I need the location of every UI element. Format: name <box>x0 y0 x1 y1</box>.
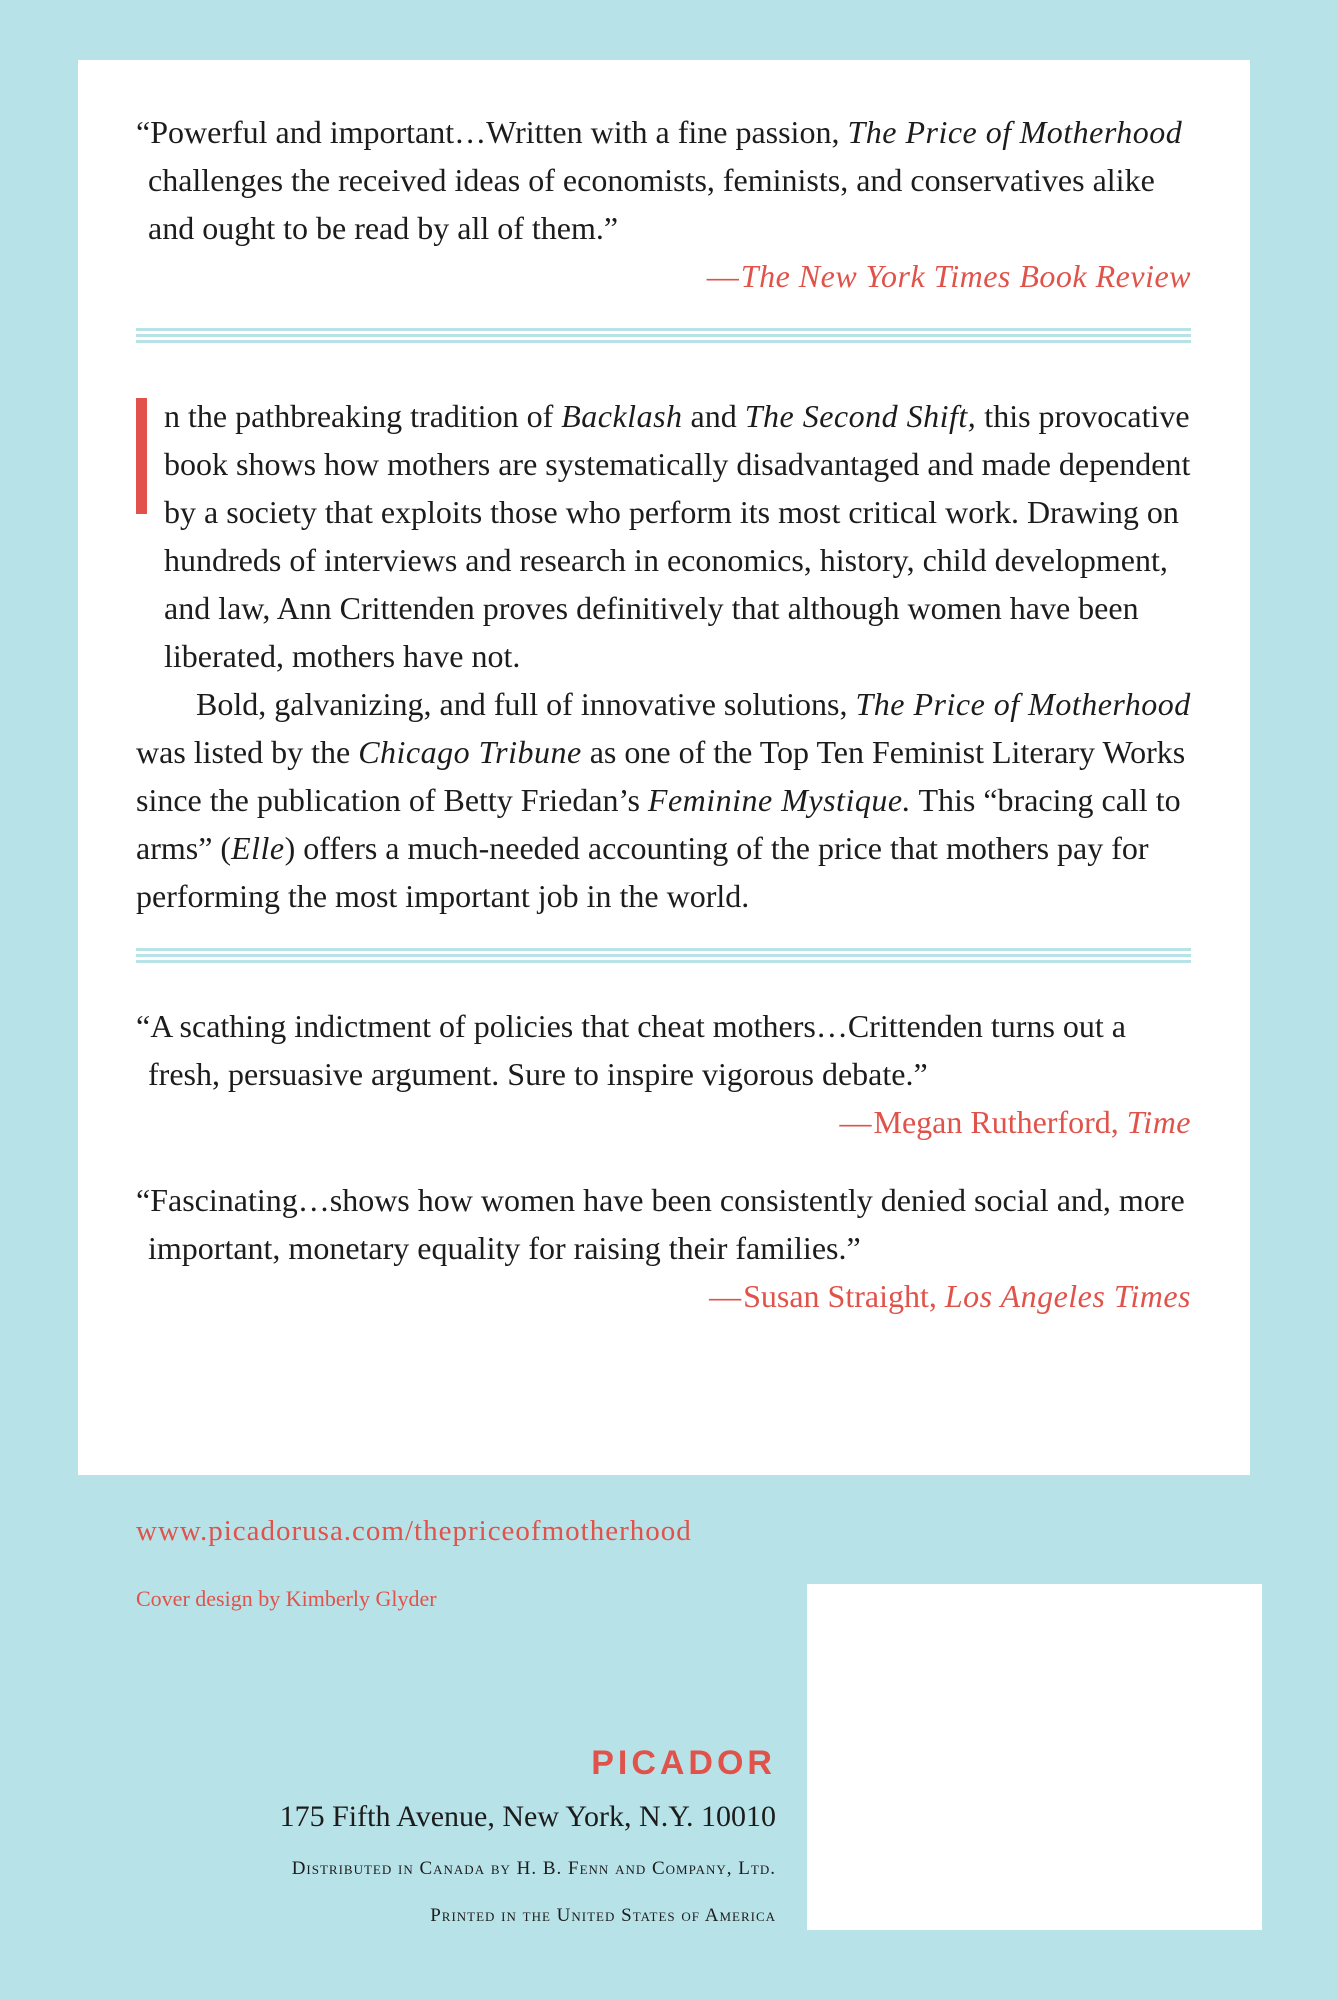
book-title: Motherhood <box>1019 114 1183 150</box>
review-attribution: —Susan Straight, Los Angeles Times <box>709 1278 1191 1314</box>
panel-content <box>136 108 1191 1320</box>
distribution-note: Distributed in Canada by H. B. Fenn and Company, Ltd. <box>291 1858 776 1879</box>
review-quote-text: “Fascinating…shows how women have been consistently denied social and, more important, monetary equality for raising their families.” <box>136 1182 1185 1266</box>
website-url: www.picadorusa.com/thepriceofmotherhood <box>136 1515 692 1547</box>
review-quote-nyt <box>136 108 1191 252</box>
book-description <box>136 392 1191 920</box>
back-cover-panel <box>78 60 1250 1475</box>
book-title: The Price of <box>847 114 1012 150</box>
review-quote-time <box>136 1002 1191 1098</box>
divider-rule <box>136 948 1191 964</box>
drop-cap-bar <box>136 398 147 514</box>
description-paragraph-1: n the pathbreaking tradition of Backlash and The Second Shift, this provocative book shows how mothers are systematically disadvantaged and made dependent by a society that exploits those who perform its most critical work. Drawing on hundreds of interviews and research in economics, history, child development, and law, Ann Crittenden proves definitively that although women have been liberated, mothers have not. <box>164 398 1191 674</box>
divider-rule <box>136 328 1191 344</box>
review-attribution: —The New York Times Book Review <box>706 258 1191 294</box>
review-quote-lat <box>136 1176 1191 1272</box>
publisher-logo: PICADOR <box>591 1744 776 1782</box>
description-paragraph-2: Bold, galvanizing, and full of innovative solutions, The Price of Motherhood was listed by the Chicago Tribune as one of the Top Ten Feminist Literary Works since the publication of Betty Friedan’s Feminine Mystique. This “bracing call to arms” (Elle) offers a much-needed accounting of the price that mothers pay for performing the most important job in the world. <box>136 686 1191 914</box>
review-quote-text: “Powerful and important…Written with a fine passion, The Price of Motherhood challenges the received ideas of economists, feminists, and conservatives alike and ought to be read by all of them.” <box>136 114 1183 246</box>
printed-note: Printed in the United States of America <box>430 1905 776 1926</box>
cover-design-credit: Cover design by Kimberly Glyder <box>136 1586 437 1611</box>
barcode-area <box>807 1584 1262 1930</box>
review-quote-text: “A scathing indictment of policies that cheat mothers…Crittenden turns out a fresh, persuasive argument. Sure to inspire vigorous debate.” <box>136 1008 1126 1092</box>
publisher-address: 175 Fifth Avenue, New York, N.Y. 10010 <box>279 1800 776 1833</box>
review-attribution: —Megan Rutherford, Time <box>839 1104 1191 1140</box>
